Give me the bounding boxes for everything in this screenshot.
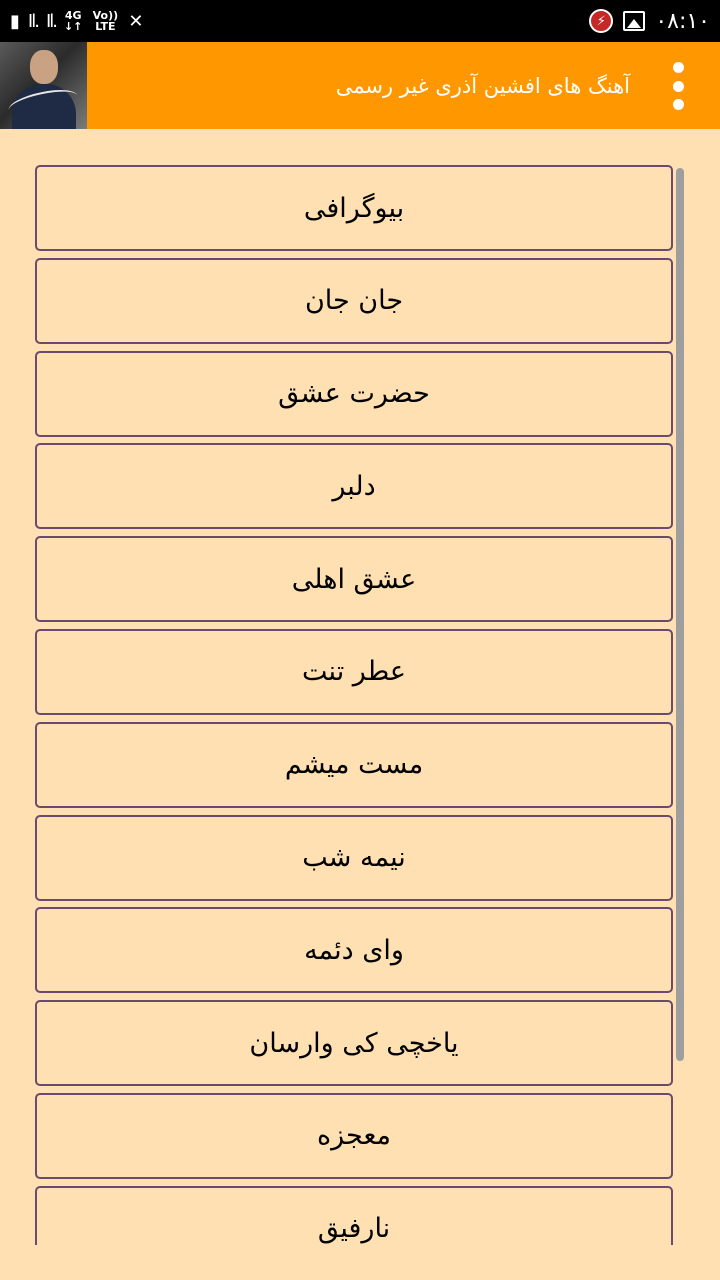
song-list-item[interactable]: عشق اهلی [35, 536, 673, 622]
mute-icon: ✕ [128, 10, 144, 32]
signal-icon: Il. [27, 10, 38, 32]
song-list-item[interactable]: حضرت عشق [35, 351, 673, 437]
charging-battery-icon: ▮ [10, 10, 20, 32]
song-list-item[interactable]: نارفیق [35, 1186, 673, 1245]
song-list-item[interactable]: بیوگرافی [35, 165, 673, 251]
song-list-item[interactable]: مست میشم [35, 722, 673, 808]
signal-icon: Il. [45, 10, 56, 32]
data-arrows-icon: ↓↑ [63, 20, 83, 33]
song-list-item[interactable]: معجزه [35, 1093, 673, 1179]
volte-badge: Vo)) LTE [92, 9, 119, 33]
status-clock: ۰۸:۱۰ [655, 8, 710, 34]
battery-saver-icon: ⚡ [589, 9, 613, 33]
song-list-item[interactable]: نیمه شب [35, 815, 673, 901]
song-list[interactable] [35, 165, 673, 1245]
gallery-icon [623, 11, 645, 31]
list-scrollbar[interactable] [676, 168, 684, 1061]
song-list-item[interactable]: جان جان [35, 258, 673, 344]
song-list-item[interactable]: یاخچی کی وارسان [35, 1000, 673, 1086]
song-list-item[interactable]: وای دئمه [35, 907, 673, 993]
status-left-icons [10, 10, 144, 32]
page-title: آهنگ های افشین آذری غیر رسمی [335, 73, 630, 98]
song-list-item[interactable]: دلبر [35, 443, 673, 529]
network-type: 4G ↓↑ [63, 9, 83, 33]
status-right-icons [589, 9, 710, 34]
overflow-menu-icon[interactable] [668, 62, 688, 110]
song-list-item[interactable]: عطر تنت [35, 629, 673, 715]
artist-avatar [0, 42, 87, 129]
app-bar [0, 42, 720, 129]
status-bar [0, 0, 720, 42]
